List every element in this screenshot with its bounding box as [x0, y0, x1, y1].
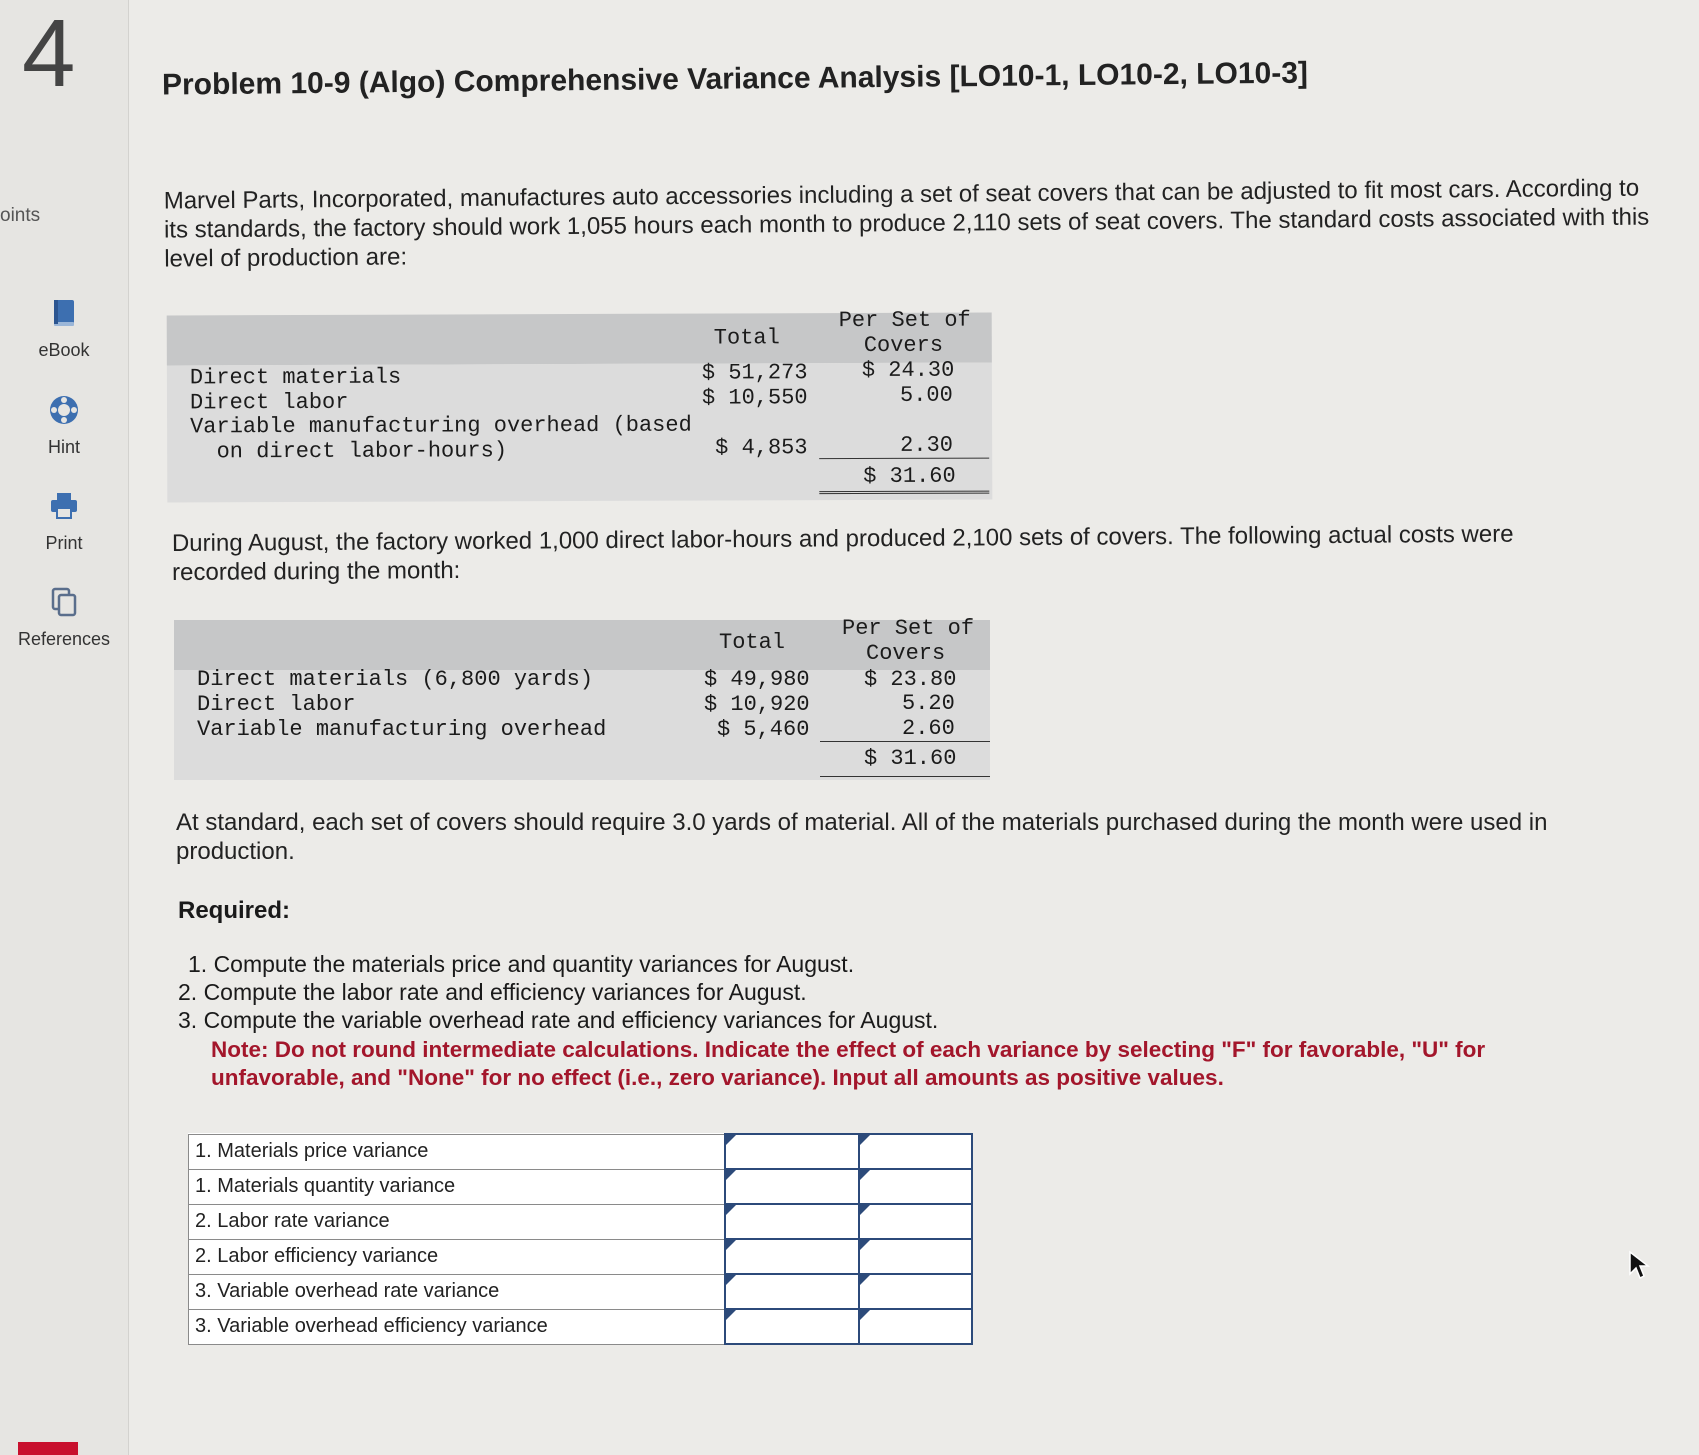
- august-paragraph: During August, the factory worked 1,000 direct labor-hours and produced 2,100 sets of covers. The following actual costs were recorded during the month:: [171, 520, 1514, 587]
- col-per-set-header-2: Covers: [863, 332, 944, 359]
- variance-label: 2. Labor efficiency variance: [189, 1239, 726, 1274]
- row-per-set: 2.60: [902, 716, 955, 741]
- points-label: oints: [0, 205, 41, 226]
- variance-label: 2. Labor rate variance: [189, 1204, 726, 1239]
- variance-label: 3. Variable overhead rate variance: [189, 1274, 726, 1309]
- variance-amount-input[interactable]: [725, 1309, 858, 1344]
- list-item: 3. Compute the variable overhead rate and efficiency variances for August.: [178, 1007, 939, 1033]
- printer-icon: [48, 490, 80, 522]
- table-row: [189, 1274, 973, 1309]
- row-label: Direct materials (6,800 yards): [197, 667, 594, 692]
- problem-title: Problem 10-9 (Algo) Comprehensive Variance Analysis [LO10-1, LO10-2, LO10-3]: [161, 56, 1309, 102]
- row-per-set: $ 23.80: [864, 667, 957, 692]
- row-label: Variable manufacturing overhead (based: [190, 412, 692, 440]
- row-label: Variable manufacturing overhead: [197, 717, 607, 742]
- references-button[interactable]: [10, 586, 118, 650]
- ebook-label: eBook: [38, 340, 90, 360]
- table-row: [189, 1204, 973, 1239]
- variance-label: 1. Materials price variance: [189, 1134, 726, 1169]
- row-per-set: 2.30: [900, 432, 954, 458]
- print-button[interactable]: [10, 490, 118, 554]
- left-sidebar: [0, 0, 129, 1455]
- table-row: [189, 1169, 973, 1204]
- col-per-set-header: Per Set of: [842, 616, 975, 641]
- variance-effect-select[interactable]: [859, 1204, 972, 1239]
- hint-button[interactable]: [10, 394, 118, 458]
- row-total: $ 5,460: [717, 717, 810, 742]
- table-row: [189, 1134, 973, 1169]
- lifebuoy-icon: [48, 394, 80, 426]
- hint-label: Hint: [47, 437, 80, 457]
- col-per-set-header: Per Set of: [838, 307, 971, 334]
- col-total-header: Total: [713, 325, 780, 351]
- variance-amount-input[interactable]: [725, 1204, 858, 1239]
- row-label: Direct labor: [189, 389, 349, 416]
- variance-amount-input[interactable]: [725, 1134, 858, 1169]
- book-icon: [48, 297, 80, 329]
- answer-table: [188, 1133, 973, 1345]
- row-label-cont: on direct labor-hours): [190, 438, 508, 465]
- print-label: Print: [45, 533, 83, 553]
- variance-effect-select[interactable]: [859, 1239, 972, 1274]
- mouse-cursor-icon: [1628, 1250, 1650, 1280]
- row-per-set: 5.00: [899, 382, 953, 408]
- col-per-set-header-2: Covers: [866, 641, 946, 666]
- actual-cost-table: [174, 617, 990, 781]
- standard-paragraph: At standard, each set of covers should require 3.0 yards of material. All of the materials purchased during the month were used in production.: [176, 809, 1548, 865]
- variance-amount-input[interactable]: [725, 1169, 858, 1204]
- list-item: 1. Compute the materials price and quantity variances for August.: [188, 951, 855, 977]
- variance-effect-select[interactable]: [859, 1274, 972, 1309]
- variance-effect-select[interactable]: [859, 1134, 972, 1169]
- variance-amount-input[interactable]: [725, 1274, 858, 1309]
- row-label: Direct materials: [189, 364, 402, 391]
- variance-effect-select[interactable]: [859, 1169, 972, 1204]
- intro-paragraph: Marvel Parts, Incorporated, manufactures auto accessories including a set of seat covers that can be adjusted to fit most cars. According to its standards, the factory should work 1,055 hours each month to produce 2,110 sets of seat covers. The standard costs associated with this level of production are:: [163, 174, 1650, 273]
- copy-icon: [48, 586, 80, 618]
- variance-effect-select[interactable]: [859, 1309, 972, 1344]
- row-total: $ 51,273: [701, 360, 808, 386]
- references-label: References: [17, 629, 111, 649]
- required-heading: Required:: [178, 897, 291, 924]
- row-label: Direct labor: [197, 692, 356, 717]
- question-number: 4: [22, 0, 76, 107]
- table-row: [189, 1309, 973, 1344]
- row-sum: $ 31.60: [864, 746, 957, 771]
- row-per-set: 5.20: [902, 691, 955, 716]
- table-row: [189, 1239, 973, 1274]
- list-item: 2. Compute the labor rate and efficiency variances for August.: [178, 979, 807, 1005]
- row-total: $ 49,980: [704, 667, 810, 692]
- variance-label: 3. Variable overhead efficiency variance: [189, 1309, 726, 1344]
- note-text: Note: Do not round intermediate calculations. Indicate the effect of each variance by selecting "F" for favorable, "U" for unfavorable, and "None" for no effect (i.e., zero variance). Input all amounts as positive values.: [211, 1037, 1486, 1090]
- col-total-header: Total: [719, 630, 786, 655]
- variance-amount-input[interactable]: [725, 1239, 858, 1274]
- brand-logo: [18, 1442, 78, 1455]
- requirements-list: [178, 950, 1598, 1034]
- variance-label: 1. Materials quantity variance: [189, 1169, 726, 1204]
- ebook-button[interactable]: [10, 297, 118, 361]
- row-total: $ 10,920: [704, 692, 810, 717]
- row-total: $ 10,550: [701, 385, 808, 411]
- row-total: $ 4,853: [715, 435, 808, 461]
- row-sum: $ 31.60: [863, 463, 956, 490]
- standard-cost-table: [167, 305, 993, 503]
- row-per-set: $ 24.30: [861, 357, 955, 384]
